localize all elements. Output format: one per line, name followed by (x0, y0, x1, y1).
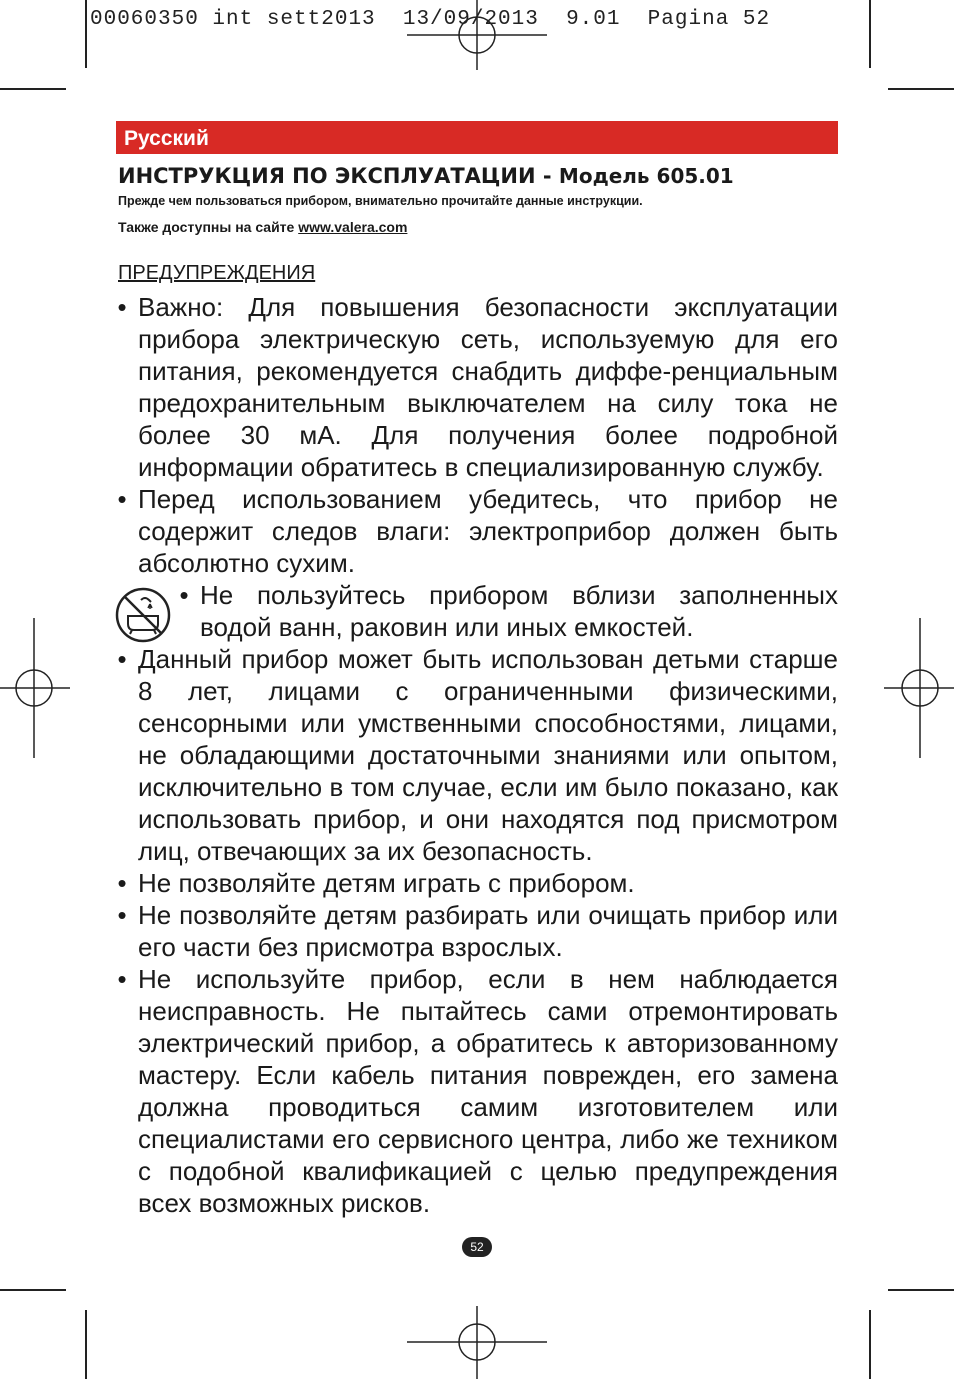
registration-mark-icon (407, 0, 547, 70)
intro-text: Прежде чем пользоваться прибором, внимательно прочитайте данные инструкции. (118, 194, 643, 208)
page-number: 52 (462, 1237, 492, 1257)
warnings-list (112, 291, 838, 1219)
registration-mark-icon (884, 618, 954, 758)
crop-mark (869, 0, 871, 68)
website-link[interactable]: www.valera.com (298, 219, 408, 235)
crop-mark (0, 1289, 66, 1291)
registration-mark-icon (407, 1306, 547, 1379)
warning-item: • Перед использованием убедитесь, что прибор не содержит следов влаги: электроприбор должен быть абсолютно сухим. (112, 483, 838, 579)
page-title (118, 164, 734, 188)
crop-mark (888, 1289, 954, 1291)
warning-item: • Не используйте прибор, если в нем наблюдается неисправность. Не пытайтесь сами отремонтировать электрический прибор, а обратитесь к авторизованному мастеру. Если кабель питания поврежден, его замена должна проводиться самим изготовителем или специалистами его сервисного центра, либо же техником с подобной квалификацией с целью предупреждения всех возможных рисков. (112, 963, 838, 1219)
warnings-heading: ПРЕДУПРЕЖДЕНИЯ (118, 262, 316, 284)
website-line (118, 219, 407, 235)
crop-mark (869, 1310, 871, 1379)
warning-item: • Данный прибор может быть использован детьми старше 8 лет, лицами с ограниченными физическими, сенсорными или умственными способностями, лицами, не обладающими достаточными знаниями или опытом, исключительно в том случае, если им было показано, как использовать прибор, и они находятся под присмотром лиц, отвечающих за их безопасность. (112, 643, 838, 867)
model-number: Модель 605.01 (558, 164, 734, 188)
title-text: ИНСТРУКЦИЯ ПО ЭКСПЛУАТАЦИИ - (118, 164, 559, 188)
registration-mark-icon (0, 618, 70, 758)
crop-mark (888, 88, 954, 90)
warning-item: • Не позволяйте детям играть с прибором. (112, 867, 838, 899)
crop-mark (85, 0, 87, 68)
warning-item: • Не позволяйте детям разбирать или очищать прибор или его части без присмотра взрослых. (112, 899, 838, 963)
language-bar: Русский (116, 121, 838, 154)
warning-item: • Не пользуйтесь прибором вблизи заполненных водой ванн, раковин или иных емкостей. (112, 579, 838, 643)
print-slug: 00060350 int sett2013 13/09/2013 9.01 Pagina 52 (90, 8, 771, 31)
website-prefix: Также доступны на сайте (118, 219, 299, 235)
crop-mark (0, 88, 66, 90)
crop-mark (85, 1310, 87, 1379)
warning-item: • Важно: Для повышения безопасности эксплуатации прибора электрическую сеть, используемую для его питания, рекомендуется снабдить диффе-ренциальным предохранительным выключателем на силу тока не более 30 мА. Для получения более подробной информации обратитесь в специализированную службу. (112, 291, 838, 483)
